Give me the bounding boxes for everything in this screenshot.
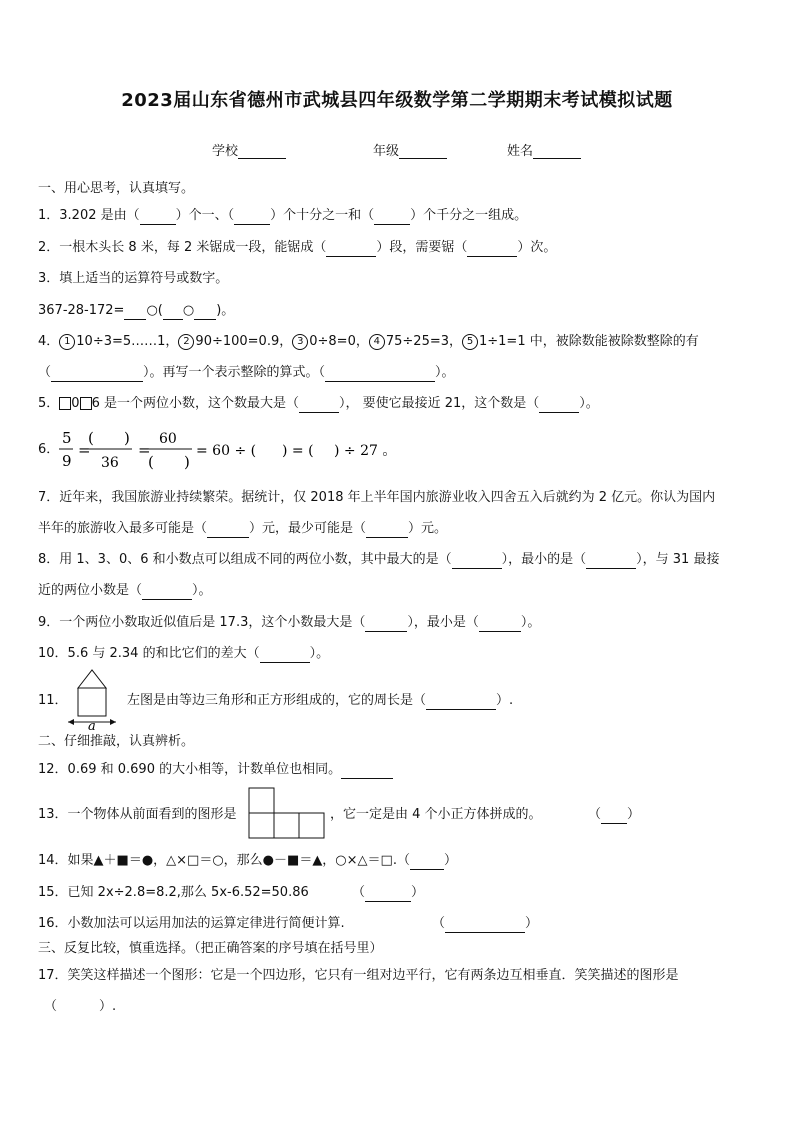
front-view-figure xyxy=(248,787,328,839)
answer-blank[interactable] xyxy=(445,918,525,933)
school-blank[interactable] xyxy=(238,144,286,159)
answer-blank[interactable] xyxy=(426,695,496,710)
question-2: 2．一根木头长 8 米，每 2 米锯成一段，能锯成（ ）段，需要锯（ ）次。 xyxy=(38,240,557,255)
school-field: 学校 xyxy=(212,140,286,159)
question-16: 16．小数加法可以运用加法的运算定律进行简便计算. xyxy=(38,916,345,931)
digit-box[interactable] xyxy=(59,397,71,410)
answer-blank[interactable] xyxy=(142,585,192,600)
svg-text:=: = xyxy=(138,441,151,459)
name-field: 姓名 xyxy=(507,140,581,159)
section-2-heading: 二、仔细推敲，认真辨析。 xyxy=(38,734,195,749)
circled-number-4: 4 xyxy=(369,334,385,350)
answer-blank[interactable] xyxy=(366,523,408,538)
answer-blank[interactable] xyxy=(467,242,517,257)
circled-number-3: 3 xyxy=(292,334,308,350)
page-title: 2023届山东省德州市武城县四年级数学第二学期期末考试模拟试题 xyxy=(121,90,673,111)
answer-blank[interactable] xyxy=(194,305,216,320)
answer-blank[interactable] xyxy=(586,554,636,569)
svg-text:60: 60 xyxy=(159,431,177,447)
answer-blank[interactable] xyxy=(299,398,339,413)
house-figure xyxy=(64,668,120,732)
svg-text:): ) xyxy=(184,453,190,471)
question-15: 15．已知 2x÷2.8=8.2,那么 5x-6.52=50.86 xyxy=(38,885,309,900)
question-11-number: 11． xyxy=(38,693,68,708)
digit-box[interactable] xyxy=(80,397,92,410)
question-17-answer: （ ）. xyxy=(44,999,117,1014)
question-8-line2: 近的两位小数是（ ）。 xyxy=(38,583,212,598)
answer-blank[interactable] xyxy=(124,305,146,320)
answer-blank[interactable] xyxy=(207,523,249,538)
answer-blank[interactable] xyxy=(410,855,444,870)
answer-blank[interactable] xyxy=(479,617,521,632)
question-1: 1．3.202 是由（ ）个一、（ ）个十分之一和（ ）个千分之一组成。 xyxy=(38,208,528,223)
answer-blank[interactable] xyxy=(341,764,393,779)
grade-blank[interactable] xyxy=(399,144,447,159)
question-3: 3．填上适当的运算符号或数字。 xyxy=(38,271,229,286)
question-13: 13．一个物体从前面看到的图形是 xyxy=(38,807,237,822)
svg-text:(: ( xyxy=(148,453,154,471)
question-17: 17．笑笑这样描述一个图形：它是一个四边形，它只有一组对边平行，它有两条边互相垂直．笑笑描述的图形是 xyxy=(38,968,679,983)
answer-blank[interactable] xyxy=(51,367,143,382)
question-9: 9．一个两位小数取近似值后是 17.3，这个小数最大是（ ），最小是（ ）。 xyxy=(38,615,541,630)
answer-blank[interactable] xyxy=(365,887,411,902)
question-16-answer: （ ） xyxy=(432,916,539,931)
question-7: 7．近年来，我国旅游业持续繁荣。据统计，仅 2018 年上半年国内旅游业收入四舍五入后就约为 2 亿元。你认为国内 xyxy=(38,490,716,505)
svg-text:(: ( xyxy=(88,429,94,447)
svg-text:5: 5 xyxy=(62,429,72,447)
answer-blank[interactable] xyxy=(539,398,579,413)
question-14: 14．如果▲＋■＝●，△×□＝○，那么●－■＝▲，○×△＝□.（ ） xyxy=(38,853,457,868)
question-8: 8．用 1、3、0、6 和小数点可以组成不同的两位小数，其中最大的是（ ），最小的是（ ），与 31 最接 xyxy=(38,552,720,567)
answer-blank[interactable] xyxy=(601,809,627,824)
answer-blank[interactable] xyxy=(452,554,502,569)
side-label: a xyxy=(88,719,96,732)
question-6-equation xyxy=(56,424,396,474)
question-4: 4． 1 10÷3=5……1， 2 90÷100=0.9， 3 0÷8=0， 4 75÷25=3， 5 1÷1=1 中，被除数能被除数整除的有 xyxy=(38,334,699,349)
answer-blank[interactable] xyxy=(374,210,410,225)
grade-field: 年级 xyxy=(373,140,447,159)
question-13-text: ，它一定是由 4 个小正方体拼成的。 xyxy=(330,807,542,822)
circled-number-5: 5 xyxy=(462,334,478,350)
question-6-number: 6． xyxy=(38,442,60,457)
answer-blank[interactable] xyxy=(326,242,376,257)
answer-blank[interactable] xyxy=(163,305,183,320)
question-5: 5． 0 6 是一个两位小数，这个数最大是（ ）， 要使它最接近 21，这个数是（ ）。 xyxy=(38,396,599,411)
svg-text:): ) xyxy=(124,429,130,447)
question-3-expression: 367-28-172= ○( ○ )。 xyxy=(38,303,235,318)
question-15-answer: （ ） xyxy=(352,885,425,900)
svg-text:) ÷ 27 。: ) ÷ 27 。 xyxy=(334,443,396,459)
answer-blank[interactable] xyxy=(234,210,270,225)
svg-text:) = (: ) = ( xyxy=(282,443,314,459)
circled-number-1: 1 xyxy=(59,334,75,350)
name-blank[interactable] xyxy=(533,144,581,159)
answer-blank[interactable] xyxy=(325,367,435,382)
section-3-heading: 三、反复比较，慎重选择。（把正确答案的序号填在括号里） xyxy=(38,941,383,956)
question-4-line2: （ ）。再写一个表示整除的算式。（ ）。 xyxy=(38,365,455,380)
question-11-text: 左图是由等边三角形和正方形组成的，它的周长是（ ）. xyxy=(127,693,514,708)
svg-text:9: 9 xyxy=(62,452,72,470)
svg-text:=: = xyxy=(78,441,91,459)
question-13-answer: （ ） xyxy=(588,807,641,822)
answer-blank[interactable] xyxy=(260,648,310,663)
answer-blank[interactable] xyxy=(365,617,407,632)
answer-blank[interactable] xyxy=(140,210,176,225)
svg-text:= 60 ÷ (: = 60 ÷ ( xyxy=(196,443,257,459)
section-1-heading: 一、用心思考，认真填写。 xyxy=(38,181,195,196)
question-10: 10．5.6 与 2.34 的和比它们的差大（ ）。 xyxy=(38,646,330,661)
question-12: 12．0.69 和 0.690 的大小相等，计数单位也相同。 xyxy=(38,761,393,779)
svg-text:36: 36 xyxy=(101,455,119,471)
circled-number-2: 2 xyxy=(178,334,194,350)
question-7-line2: 半年的旅游收入最多可能是（ ）元，最少可能是（ ）元。 xyxy=(38,521,448,536)
